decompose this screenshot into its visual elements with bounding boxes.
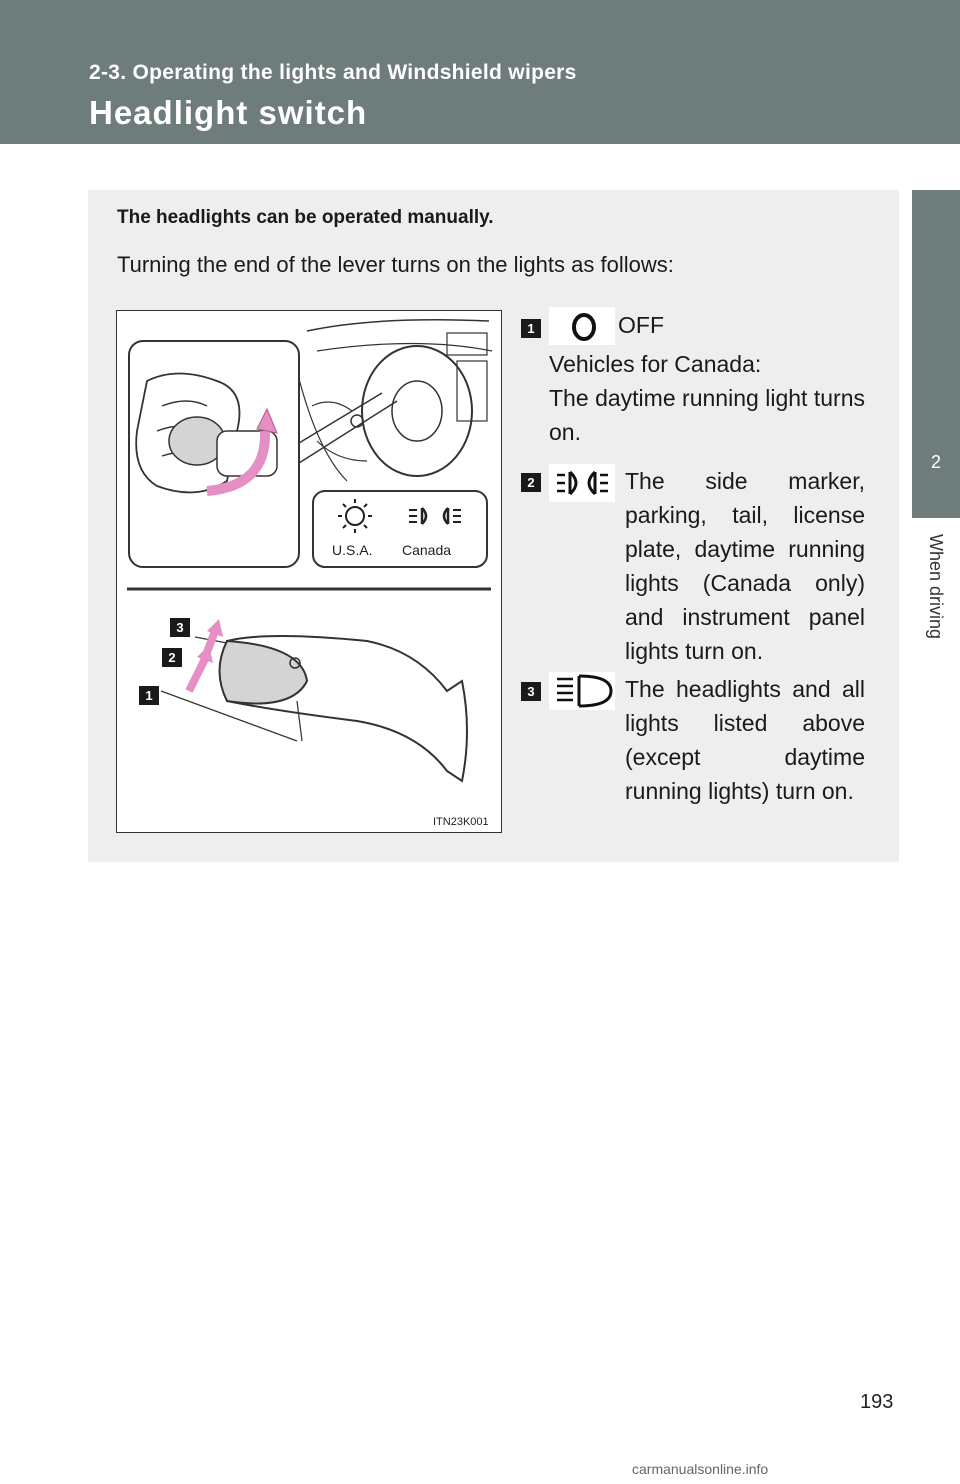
label-usa: U.S.A. xyxy=(332,542,373,558)
item-3-text: The headlights and all lights listed above (except daytime running lights) turn on. xyxy=(625,676,865,804)
item-2-iconbox xyxy=(549,464,615,502)
lead-text: The headlights can be operated manually. xyxy=(117,207,494,228)
chapter-number: 2 xyxy=(930,452,941,472)
lever-illustration xyxy=(116,310,502,833)
figure-badge-1: 1 xyxy=(139,686,159,705)
item-1-title: OFF xyxy=(618,312,664,338)
headlight-icon xyxy=(549,672,615,710)
item-3-iconbox xyxy=(549,672,615,710)
label-canada: Canada xyxy=(402,542,452,558)
page-title: Headlight switch xyxy=(89,94,368,131)
figure-code: ITN23K001 xyxy=(433,816,489,828)
item-1-line2: The daytime running light turns on. xyxy=(549,385,865,445)
item-3-badge: 3 xyxy=(521,682,541,701)
item-1-badge: 1 xyxy=(521,319,541,338)
illustration-graphic xyxy=(117,311,501,832)
page-number: 193 xyxy=(860,1391,894,1413)
item-1-iconbox xyxy=(549,307,615,345)
section-label: 2-3. Operating the lights and Windshield wipers xyxy=(89,61,577,84)
figure-badge-2: 2 xyxy=(162,648,182,667)
watermark[interactable]: carmanualsonline.info xyxy=(632,1461,769,1477)
chapter-title: When driving xyxy=(926,534,946,640)
item-2-badge: 2 xyxy=(521,473,541,492)
off-icon xyxy=(574,315,594,339)
side-marker-icon xyxy=(549,464,615,502)
intro-text: Turning the end of the lever turns on the lights as follows: xyxy=(117,252,674,277)
item-1-line1: Vehicles for Canada: xyxy=(549,351,762,377)
item-2-text: The side marker, parking, tail, license plate, daytime running lights (Canada only) and instrument panel lights turn on. xyxy=(625,468,865,664)
figure-badge-3: 3 xyxy=(170,618,190,637)
